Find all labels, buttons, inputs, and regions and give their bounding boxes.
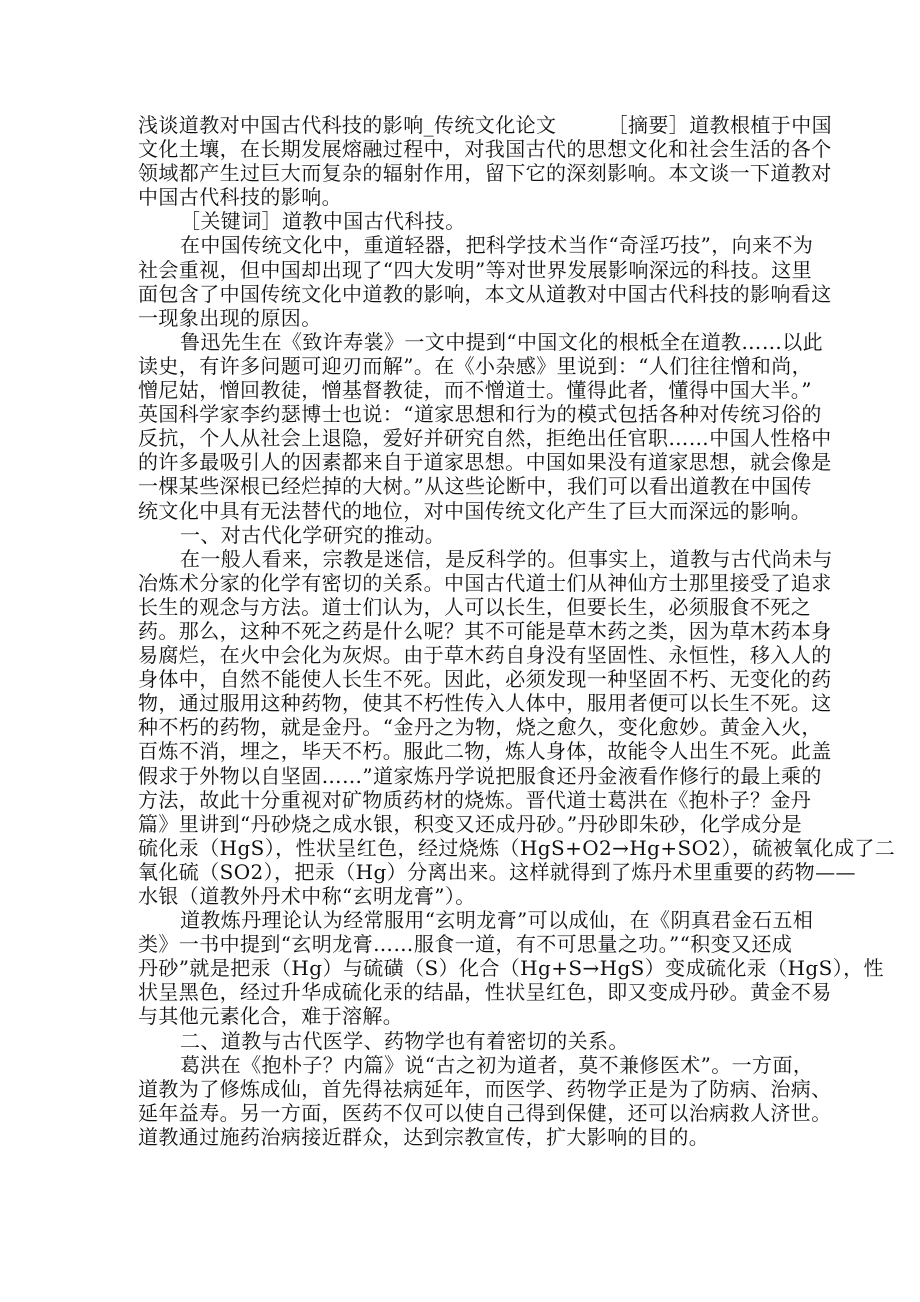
text-line: 种不朽的药物，就是金丹。“金丹之为物，烧之愈久，变化愈妙。黄金入火， [138, 715, 822, 740]
text-line: 一棵某些深根已经烂掉的大树。”从这些论断中，我们可以看出道教在中国传 [138, 474, 812, 499]
text-line: 二、道教与古代医学、药物学也有着密切的关系。 [180, 1028, 629, 1053]
text-line: 长生的观念与方法。道士们认为，人可以长生，但要长生，必须服食不死之 [138, 594, 812, 619]
text-line: 文化土壤，在长期发展熔融过程中，对我国古代的思想文化和社会生活的各个 [138, 137, 832, 162]
text-line: 类》一书中提到“玄明龙膏……服食一道，有不可思量之功。”“积变又还成 [138, 932, 793, 957]
document-title-line: 浅谈道教对中国古代科技的影响_传统文化论文 ［摘要］道教根植于中国 [138, 113, 832, 137]
text-line: ［关键词］道教中国古代科技。 [180, 209, 466, 234]
text-line: 道教炼丹理论认为经常服用“玄明龙膏”可以成仙，在《阴真君金石五相 [180, 908, 814, 933]
text-line: 一、对古代化学研究的推动。 [180, 522, 446, 547]
text-line: 篇》里讲到“丹砂烧之成水银，积变又还成丹砂。”丹砂即朱砂，化学成分是 [138, 811, 803, 836]
text-line: 假求于外物以自坚固……”道家炼丹学说把服食还丹金液看作修行的最上乘的 [138, 763, 822, 788]
text-line: 道教通过施药治病接近群众，达到宗教宣传，扩大影响的目的。 [138, 1124, 710, 1149]
text-line: 在一般人看来，宗教是迷信，是反科学的。但事实上，道教与古代尚未与 [180, 546, 833, 571]
document-body [138, 113, 896, 1149]
text-line: 延年益寿。另一方面，医药不仅可以使自己得到保健，还可以治病救人济世。 [138, 1100, 832, 1125]
text-line: 读史，有许多问题可迎刃而解”。在《小杂感》里说到：“人们往往憎和尚， [138, 353, 813, 378]
text-line: 在中国传统文化中，重道轻器，把科学技术当作“奇淫巧技”，向来不为 [180, 233, 814, 258]
text-line: 领域都产生过巨大而复杂的辐射作用，留下它的深刻影响。本文谈一下道教对 [138, 161, 832, 186]
text-line: 状呈黑色，经过升华成硫化汞的结晶，性状呈红色，即又变成丹砂。黄金不易 [138, 980, 832, 1005]
text-line: 社会重视，但中国却出现了“四大发明”等对世界发展影响深远的科技。这里 [138, 257, 813, 282]
text-line: 一现象出现的原因。 [138, 305, 322, 330]
text-line: 的许多最吸引人的因素都来自于道家思想。中国如果没有道家思想，就会像是 [138, 450, 832, 475]
text-line: 冶炼术分家的化学有密切的关系。中国古代道士们从神仙方士那里接受了追求 [138, 570, 832, 595]
text-line: 物，通过服用这种药物，使其不朽性传入人体中，服用者便可以长生不死。这 [138, 691, 832, 716]
text-line: 鲁迅先生在《致许寿裳》一文中提到“中国文化的根柢全在道教……以此 [180, 329, 824, 354]
text-line: 氧化硫（SO2），把汞（Hg）分离出来。这样就得到了炼丹术里重要的药物—— [138, 859, 856, 884]
text-line: 葛洪在《抱朴子？内篇》说“古之初为道者，莫不兼修医术”。一方面， [180, 1052, 814, 1077]
text-line: 面包含了中国传统文化中道教的影响，本文从道教对中国古代科技的影响看这 [138, 281, 832, 306]
text-line: 英国科学家李约瑟博士也说：“道家思想和行为的模式包括各种对传统习俗的 [138, 402, 822, 427]
text-line: 丹砂”就是把汞（Hg）与硫磺（S）化合（Hg+S→HgS）变成硫化汞（HgS），性 [138, 956, 884, 981]
text-line: 憎尼姑，憎回教徒，憎基督教徒，而不憎道士。懂得此者，懂得中国大半。” [138, 378, 812, 403]
text-line: 反抗，个人从社会上退隐，爱好并研究自然，拒绝出任官职……中国人性格中 [138, 426, 832, 451]
text-line: 药。那么，这种不死之药是什么呢？其不可能是草木药之类，因为草木药本身 [138, 618, 832, 643]
text-line: 方法，故此十分重视对矿物质药材的烧炼。晋代道士葛洪在《抱朴子？金丹 [138, 787, 812, 812]
text-line: 中国古代科技的影响。 [138, 185, 342, 210]
text-line: 与其他元素化合，难于溶解。 [138, 1004, 404, 1029]
text-line: 硫化汞（HgS），性状呈红色，经过烧炼（HgS+O2→Hg+SO2），硫被氧化成了二 [138, 835, 896, 860]
text-line: 统文化中具有无法替代的地位，对中国传统文化产生了巨大而深远的影响。 [138, 498, 812, 523]
text-line: 易腐烂，在火中会化为灰烬。由于草木药自身没有坚固性、永恒性，移入人的 [138, 643, 832, 668]
text-line: 百炼不消，埋之，毕天不朽。服此二物，炼人身体，故能令人出生不死。此盖 [138, 739, 832, 764]
text-line: 身体中，自然不能使人长生不死。因此，必须发现一种坚固不朽、无变化的药 [138, 667, 832, 692]
text-line: 水银（道教外丹术中称“玄明龙膏”）。 [138, 884, 476, 908]
text-line: 道教为了修炼成仙，首先得祛病延年，而医学、药物学正是为了防病、治病、 [138, 1076, 832, 1101]
